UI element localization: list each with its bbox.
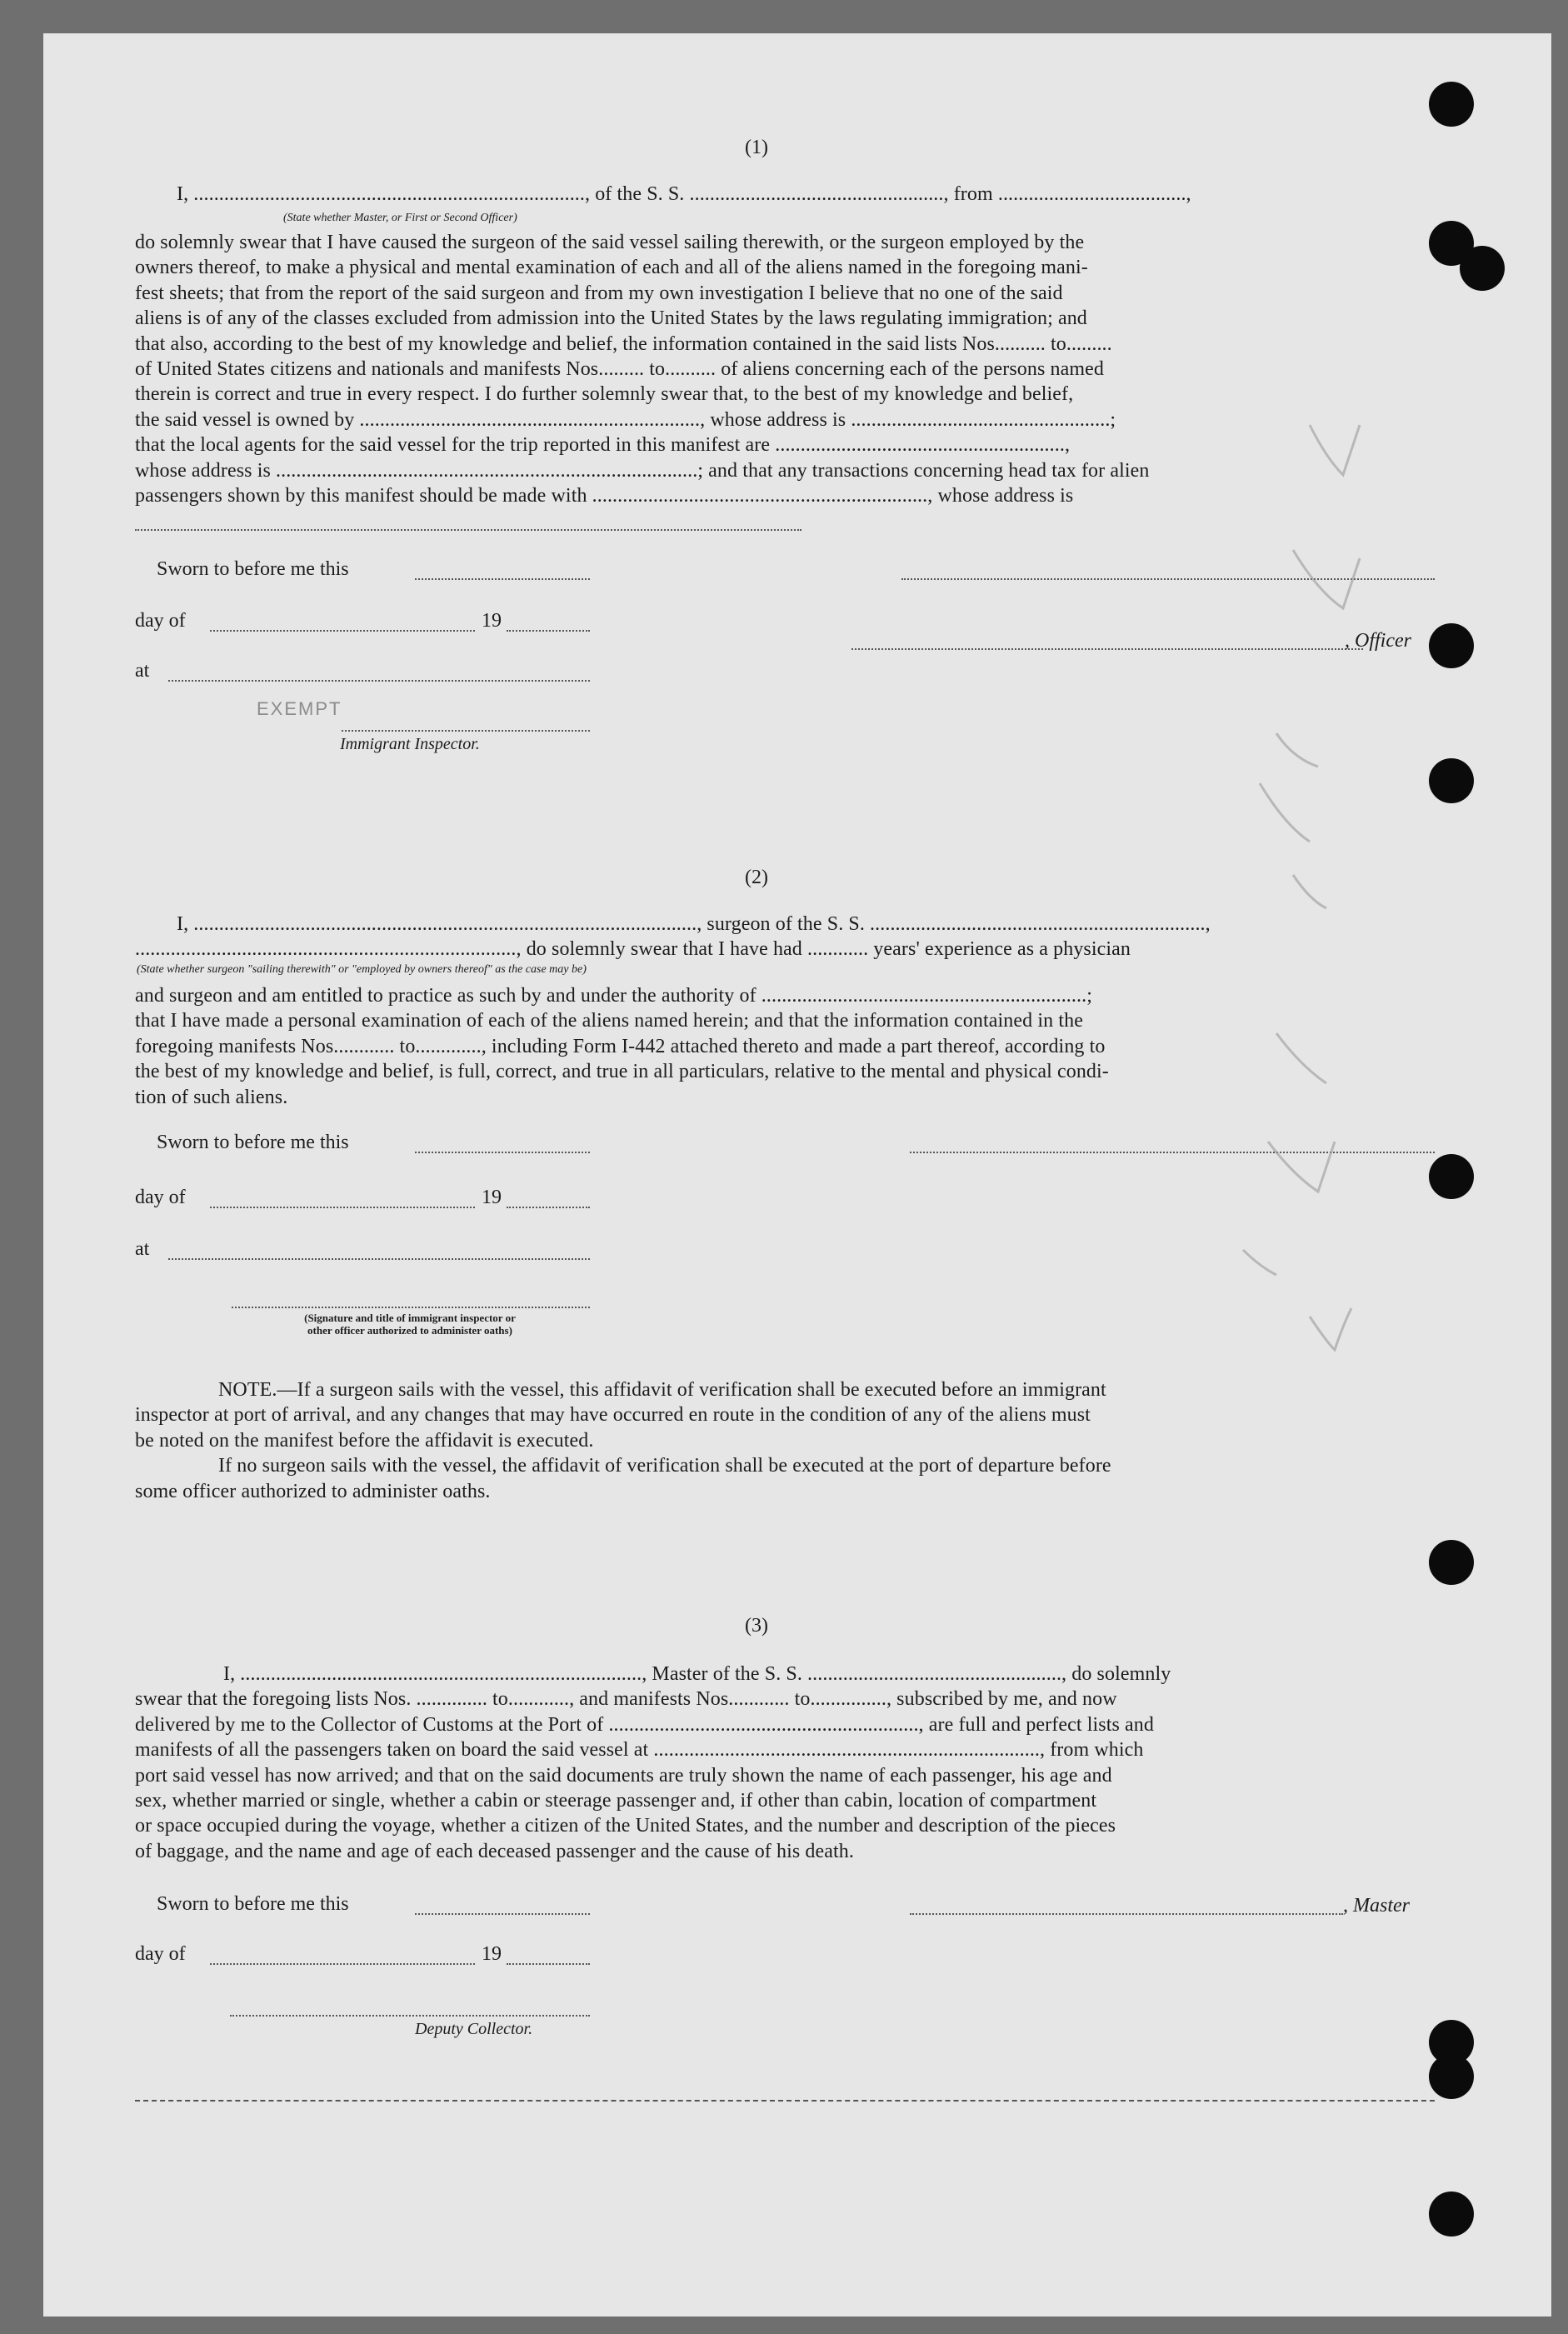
officer-signature-line	[851, 648, 1363, 650]
section-2-oath-text: I, ..................................................................................................., surgeon of the S. S. ..................................................................,	[177, 913, 1211, 935]
punch-hole	[1429, 2192, 1474, 2237]
at-label: at	[135, 1238, 150, 1260]
punch-hole	[1429, 758, 1474, 803]
punch-hole	[1429, 82, 1474, 127]
bottom-rule	[135, 2100, 1435, 2102]
note-line: some officer authorized to administer oaths.	[135, 1480, 491, 1502]
body-line: or space occupied during the voyage, whether a citizen of the United States, and the number and description of the pieces	[135, 1815, 1116, 1837]
section-1-body	[135, 230, 1435, 508]
section-2-oath-line	[177, 912, 1435, 937]
body-line: therein is correct and true in every respect. I do further solemnly swear that, to the best of my knowledge and belief,	[135, 383, 1074, 406]
master-label: , Master	[1343, 1895, 1410, 1917]
body-line: the best of my knowledge and belief, is full, correct, and true in all particulars, relative to the mental and physical condi-	[135, 1061, 1109, 1083]
sworn-date-line	[415, 1152, 590, 1153]
note-line: inspector at port of arrival, and any changes that may have occurred en route in the condition of any of the aliens must	[135, 1404, 1091, 1427]
authorized-officer-signature-line	[232, 1307, 590, 1308]
body-line: swear that the foregoing lists Nos. .............. to............, and manifests Nos............ to..............., subscribed by me, and now	[135, 1688, 1117, 1711]
body-line: whose address is ...................................................................................; and that any transactions concerning head tax for alien	[135, 459, 1150, 482]
officer-label: , Officer	[1345, 630, 1411, 652]
body-line: do solemnly swear that I have caused the surgeon of the said vessel sailing therewith, or the surgeon employed by the	[135, 232, 1085, 253]
section-1-oath-text: I, ............................................................................., of the S. S. .................................................., from .....................................,	[177, 183, 1191, 205]
manifest-back-page	[43, 33, 1551, 2317]
inspector-signature-line	[342, 730, 590, 732]
body-line: that I have made a personal examination of each of the aliens named herein; and that the information contained in the	[135, 1010, 1083, 1032]
address-line	[135, 529, 801, 531]
body-line: I, ..............................................................................., Master of the S. S. .................................................., do solemnly	[223, 1663, 1171, 1685]
punch-hole	[1460, 246, 1505, 291]
body-line: owners thereof, to make a physical and mental examination of each and all of the aliens named in the foregoing mani-	[135, 257, 1088, 279]
body-line: of United States citizens and nationals and manifests Nos......... to.......... of aliens concerning each of the persons named	[135, 358, 1104, 381]
year-line	[507, 630, 590, 632]
day-of-label: day of	[135, 1943, 186, 1965]
deputy-signature-line	[230, 2015, 590, 2017]
signature-title-hint	[243, 1312, 577, 1337]
immigrant-inspector-label: Immigrant Inspector.	[340, 735, 480, 753]
section-1-oath-line	[177, 182, 1435, 207]
note-block	[135, 1377, 1435, 1504]
section-3-body	[135, 1662, 1435, 1864]
exempt-stamp: EXEMPT	[257, 698, 342, 719]
sworn-label: Sworn to before me this	[157, 558, 349, 580]
section-1-officer-hint: (State whether Master, or First or Second Officer)	[283, 212, 517, 224]
punch-hole	[1429, 623, 1474, 668]
body-line: the said vessel is owned by ..................................................................., whose address is ...................................................;	[135, 408, 1116, 431]
officer-title: Officer	[1355, 630, 1411, 652]
year-prefix: 19	[482, 1943, 502, 1965]
section-2-body	[135, 983, 1435, 1110]
day-of-line	[210, 1963, 475, 1965]
sworn-label: Sworn to before me this	[157, 1893, 349, 1915]
day-of-line	[210, 1207, 475, 1208]
sworn-label: Sworn to before me this	[157, 1132, 349, 1153]
body-line: sex, whether married or single, whether a cabin or steerage passenger and, if other than cabin, location of compartment	[135, 1790, 1097, 1812]
body-line: manifests of all the passengers taken on board the said vessel at ............................................................................, from which	[135, 1739, 1144, 1762]
body-line: aliens is of any of the classes excluded from admission into the United States by the laws regulating immigration; and	[135, 307, 1087, 330]
punch-hole	[1429, 1154, 1474, 1199]
body-line: fest sheets; that from the report of the said surgeon and from my own investigation I believe that no one of the said	[135, 282, 1063, 304]
body-line: tion of such aliens.	[135, 1086, 288, 1108]
body-line: and surgeon and am entitled to practice as such by and under the authority of ................................................................;	[135, 985, 1092, 1007]
section-2-experience-text: ..........................................................................., do solemnly swear that I have had ............ years' experience as a physician	[135, 938, 1131, 960]
body-line: foregoing manifests Nos............ to............., including Form I-442 attached thereto and made a part thereof, according to	[135, 1035, 1106, 1057]
note-line: If no surgeon sails with the vessel, the affidavit of verification shall be executed at the port of departure before	[218, 1455, 1111, 1477]
day-of-label: day of	[135, 1187, 186, 1208]
year-line	[507, 1963, 590, 1965]
master-signature-line	[910, 1913, 1343, 1915]
sworn-date-line	[415, 578, 590, 580]
at-label: at	[135, 660, 150, 682]
body-line: that also, according to the best of my knowledge and belief, the information contained in the said lists Nos.......... to.........	[135, 332, 1112, 355]
signature-title-hint-line: other officer authorized to administer oaths)	[307, 1324, 512, 1337]
body-line: port said vessel has now arrived; and that on the said documents are truly shown the name of each passenger, his age and	[135, 1764, 1112, 1787]
surgeon-signature-line	[910, 1152, 1435, 1153]
year-line	[507, 1207, 590, 1208]
note-line: be noted on the manifest before the affidavit is executed.	[135, 1429, 594, 1452]
punch-hole	[1429, 2054, 1474, 2099]
at-line	[168, 680, 590, 682]
punch-hole	[1429, 1540, 1474, 1585]
sworn-date-line	[415, 1913, 590, 1915]
section-2-number: (2)	[745, 867, 768, 888]
body-line: passengers shown by this manifest should be made with .................................................................., whose address is	[135, 485, 1074, 507]
body-line: of baggage, and the name and age of each deceased passenger and the cause of his death.	[135, 1840, 854, 1862]
section-3-number: (3)	[745, 1615, 768, 1637]
day-of-line	[210, 630, 475, 632]
section-2-surgeon-hint: (State whether surgeon "sailing therewith" or "employed by owners thereof" as the case may be)	[137, 963, 587, 976]
section-1-number: (1)	[745, 137, 768, 158]
signature-title-hint-line: (Signature and title of immigrant inspector or	[304, 1312, 516, 1324]
year-prefix: 19	[482, 610, 502, 632]
year-prefix: 19	[482, 1187, 502, 1208]
body-line: delivered by me to the Collector of Customs at the Port of ............................................................., are full and perfect lists and	[135, 1713, 1154, 1736]
officer-line-1	[901, 578, 1435, 580]
master-title: Master	[1353, 1895, 1410, 1917]
note-line: NOTE.—If a surgeon sails with the vessel, this affidavit of verification shall be executed before an immigrant	[218, 1379, 1106, 1401]
section-2-experience-line	[135, 937, 1435, 962]
day-of-label: day of	[135, 610, 186, 632]
body-line: that the local agents for the said vessel for the trip reported in this manifest are .........................................................,	[135, 434, 1071, 457]
deputy-collector-label: Deputy Collector.	[415, 2020, 533, 2038]
at-line	[168, 1258, 590, 1260]
